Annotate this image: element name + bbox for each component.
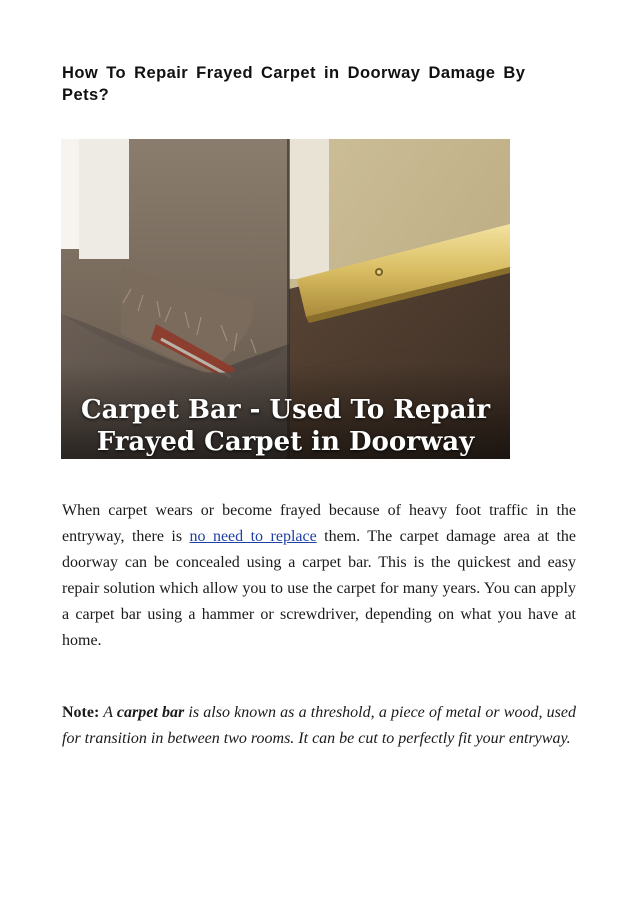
note-paragraph: [62, 700, 576, 752]
note-text-a: A: [99, 704, 117, 721]
note-text-b: is also known as a threshold, a piece of metal or wood, used for transition in between two rooms. It can be cut to perfectly fit your entryway.: [62, 704, 577, 747]
note-term: carpet bar: [116, 704, 185, 721]
intro-text-before-link: When carpet wears or become frayed because of heavy foot traffic in the entryway, there is: [62, 502, 576, 545]
intro-text-after-link: them. The carpet damage area at the doorway can be concealed using a carpet bar. This is the quickest and easy repair solution which allow you to use the carpet for many years. You can apply a carpet bar using a hammer or screwdriver, depending on what you have at home.: [62, 528, 576, 649]
image-caption-line-1: Carpet Bar - Used To Repair: [80, 395, 491, 425]
carpet-bar-photo: [61, 139, 510, 459]
image-caption-line-2: Frayed Carpet in Doorway: [96, 427, 475, 457]
intro-paragraph: [62, 498, 576, 654]
page-title: How To Repair Frayed Carpet in Doorway Damage By Pets?: [62, 64, 526, 104]
no-need-to-replace-link[interactable]: no need to replace: [189, 528, 317, 545]
note-label: Note:: [62, 704, 100, 721]
